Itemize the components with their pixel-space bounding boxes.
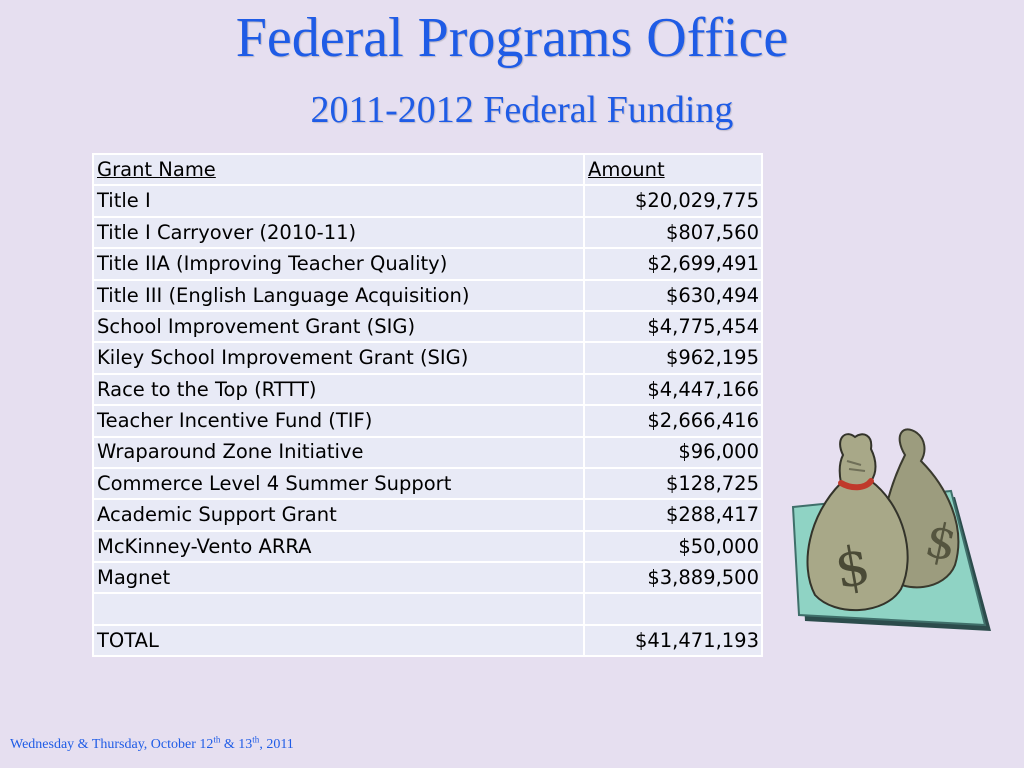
footer-date-middle: & 13: [220, 737, 253, 752]
page-title: Federal Programs Office: [235, 7, 789, 69]
dollar-sign-front: $: [830, 532, 875, 601]
grant-name: Magnet: [93, 562, 584, 593]
grant-name: Commerce Level 4 Summer Support: [93, 468, 584, 499]
grant-name: McKinney-Vento ARRA: [93, 531, 584, 562]
table-row: [93, 342, 762, 373]
header-grant-name: Grant Name: [93, 154, 584, 185]
table-total-row: [93, 625, 762, 656]
grant-amount: $4,775,454: [584, 311, 762, 342]
grant-amount: $807,560: [584, 217, 762, 248]
grant-name: Kiley School Improvement Grant (SIG): [93, 342, 584, 373]
grant-name: Title I Carryover (2010-11): [93, 217, 584, 248]
grant-name: Race to the Top (RTTT): [93, 374, 584, 405]
table-row: [93, 311, 762, 342]
total-amount: $41,471,193: [584, 625, 762, 656]
grant-amount: $128,725: [584, 468, 762, 499]
grant-amount: $2,699,491: [584, 248, 762, 279]
dollar-sign-back: $: [920, 511, 962, 573]
grant-amount: [584, 593, 762, 624]
funding-table: [92, 153, 763, 657]
table-row: [93, 468, 762, 499]
grant-amount: $962,195: [584, 342, 762, 373]
table-row-empty: [93, 593, 762, 624]
table-row: [93, 405, 762, 436]
grant-name: Academic Support Grant: [93, 499, 584, 530]
table-row: [93, 280, 762, 311]
total-label: TOTAL: [93, 625, 584, 656]
grant-amount: $2,666,416: [584, 405, 762, 436]
grant-amount: $3,889,500: [584, 562, 762, 593]
table-row: [93, 499, 762, 530]
footer-sup-first: th: [213, 734, 221, 745]
grant-amount: $96,000: [584, 437, 762, 468]
grant-name: Wraparound Zone Initiative: [93, 437, 584, 468]
table-row: [93, 217, 762, 248]
footer-sup-second: th: [252, 734, 260, 745]
footer-date-prefix: Wednesday & Thursday, October 12: [10, 737, 214, 752]
table-row: [93, 437, 762, 468]
header-amount: Amount: [584, 154, 762, 185]
grant-name: School Improvement Grant (SIG): [93, 311, 584, 342]
grant-amount: $50,000: [584, 531, 762, 562]
grant-amount: $288,417: [584, 499, 762, 530]
table-header-row: [93, 154, 762, 185]
grant-name: Title III (English Language Acquisition): [93, 280, 584, 311]
grant-name: Teacher Incentive Fund (TIF): [93, 405, 584, 436]
footer-date: [10, 734, 294, 753]
grant-name: Title I: [93, 185, 584, 216]
table-row: [93, 185, 762, 216]
table-row: [93, 248, 762, 279]
table-row: [93, 374, 762, 405]
grant-name: Title IIA (Improving Teacher Quality): [93, 248, 584, 279]
table-row: [93, 562, 762, 593]
money-bags-icon: [785, 425, 995, 645]
table-row: [93, 531, 762, 562]
grant-amount: $20,029,775: [584, 185, 762, 216]
grant-amount: $630,494: [584, 280, 762, 311]
page-subtitle: 2011-2012 Federal Funding: [310, 89, 734, 131]
grant-name: [93, 593, 584, 624]
footer-date-suffix: , 2011: [259, 737, 294, 752]
grant-amount: $4,447,166: [584, 374, 762, 405]
